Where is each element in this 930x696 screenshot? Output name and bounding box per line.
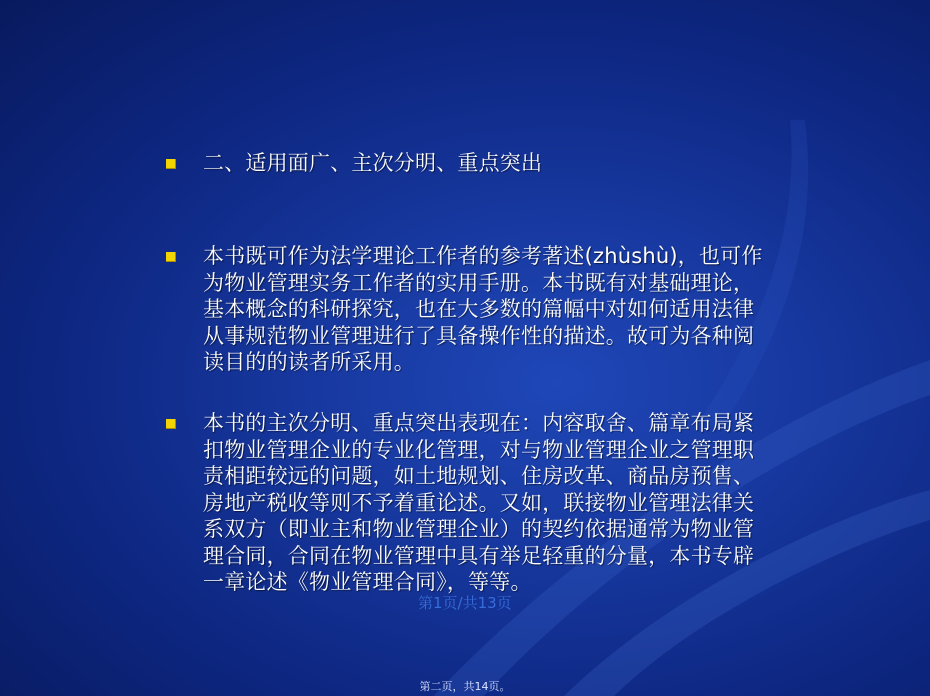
bullet-square-icon (166, 252, 176, 262)
bullet-item-1 (166, 150, 763, 177)
page-footer: 第二页，共14页。 (419, 680, 511, 693)
bullet-text: 本书的主次分明、重点突出表现在：内容取舍、篇章布局紧扣物业管理企业的专业化管理，对与物业管理企业之管理职责相距较远的问题，如土地规划、住房改革、商品房预售、房地产税收等则不予着重论述。又如，联接物业管理法律关系双方（即业主和物业管理企业）的契约依据通常为物业管理合同，合同在物业管理中具有举足轻重的分量，本书专辟一章论述《物业管理合同》，等等。 (203, 411, 755, 594)
bullet-square-icon (166, 419, 176, 429)
page-number-overlay: 第1页/共13页 (418, 594, 512, 612)
bullet-text: 本书既可作为法学理论工作者的参考著述(zhùshù)，也可作为物业管理实务工作者的实用手册。本书既有对基础理论，基本概念的科研探究，也在大多数的篇幅中对如何适用法律从事规范物业管理进行了具备操作性的描述。故可为各种阅读目的的读者所采用。 (203, 244, 763, 374)
bullet-text: 二、适用面广、主次分明、重点突出 (203, 151, 543, 175)
bullet-item-2 (166, 243, 763, 376)
bullet-square-icon (166, 159, 176, 169)
bullet-item-3 (166, 410, 763, 596)
